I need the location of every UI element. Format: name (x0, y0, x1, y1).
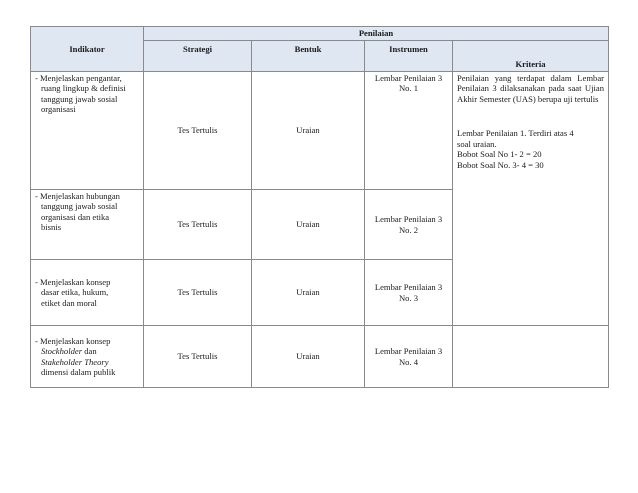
instrumen-line: No. 3 (398, 292, 419, 303)
instrumen-line: Lembar Penilaian 3 (374, 214, 443, 225)
instrumen-cell (365, 190, 453, 260)
indikator-line: tanggung jawab sosial (41, 93, 118, 104)
indikator-line: ruang lingkup & definisi (41, 83, 126, 94)
strategi-cell: Tes Tertulis (144, 260, 252, 326)
kriteria-cell (453, 72, 609, 326)
header-penilaian: Penilaian (144, 27, 609, 41)
bentuk-cell: Uraian (252, 190, 365, 260)
kriteria-detail (457, 128, 604, 170)
instrumen-cell (365, 72, 453, 190)
table-row (31, 326, 609, 388)
indikator-cell (31, 326, 144, 388)
strategi-cell: Tes Tertulis (144, 326, 252, 388)
indikator-line: - Menjelaskan hubungan (35, 191, 120, 201)
bentuk-cell: Uraian (252, 326, 365, 388)
instrumen-cell (365, 260, 453, 326)
indikator-line: bisnis (41, 222, 62, 233)
header-strategi: Strategi (144, 41, 252, 72)
indikator-line: dasar etika, hukum, (41, 287, 109, 298)
kriteria-line: soal uraian. (457, 138, 497, 149)
kriteria-paragraph: Penilaian yang terdapat dalam Lembar Penilaian 3 dilaksanakan pada saat Ujian Akhir Semester (UAS) berupa uji tertulis (457, 73, 605, 104)
instrumen-line: No. 2 (398, 224, 419, 235)
header-kriteria: Kriteria (453, 41, 609, 72)
indikator-line: - Menjelaskan konsep (35, 276, 111, 287)
indikator-line: organisasi dan etika (41, 211, 110, 222)
instrumen-line: No. 4 (398, 356, 419, 367)
indikator-line: dimensi dalam publik (41, 366, 116, 377)
bentuk-cell: Uraian (252, 72, 365, 190)
indikator-line: etiket dan moral (41, 297, 97, 308)
indikator-line: - Menjelaskan konsep (35, 335, 111, 346)
strategi-cell: Tes Tertulis (144, 190, 252, 260)
instrumen-line: Lembar Penilaian 3 (374, 73, 443, 83)
indikator-line (35, 357, 139, 367)
stakeholder-term: Stakeholder Theory (41, 356, 109, 367)
indikator-cell (31, 72, 144, 190)
indikator-line: - Menjelaskan pengantar, (35, 73, 122, 83)
indikator-line: tanggung jawab sosial (41, 201, 118, 212)
header-indikator: Indikator (31, 27, 144, 72)
bentuk-cell: Uraian (252, 260, 365, 326)
indikator-cell (31, 190, 144, 260)
strategi-cell: Tes Tertulis (144, 72, 252, 190)
indikator-cell (31, 260, 144, 326)
instrumen-line: Lembar Penilaian 3 (374, 282, 443, 293)
assessment-table (30, 26, 609, 388)
header-bentuk: Bentuk (252, 41, 365, 72)
instrumen-line: No. 1 (398, 83, 419, 94)
kriteria-line: Bobot Soal No 1- 2 = 20 (457, 149, 542, 160)
kriteria-empty-cell (453, 326, 609, 388)
indikator-line: organisasi (41, 104, 76, 115)
header-instrumen: Instrumen (365, 41, 453, 72)
kriteria-line: Lembar Penilaian 1. Terdiri atas 4 (457, 128, 574, 139)
kriteria-line: Bobot Soal No. 3- 4 = 30 (457, 159, 544, 170)
table-row (31, 72, 609, 190)
instrumen-line: Lembar Penilaian 3 (374, 346, 443, 357)
stockholder-term: Stockholder (41, 346, 83, 357)
instrumen-cell (365, 326, 453, 388)
indikator-line: Stockholder dan (41, 346, 97, 357)
